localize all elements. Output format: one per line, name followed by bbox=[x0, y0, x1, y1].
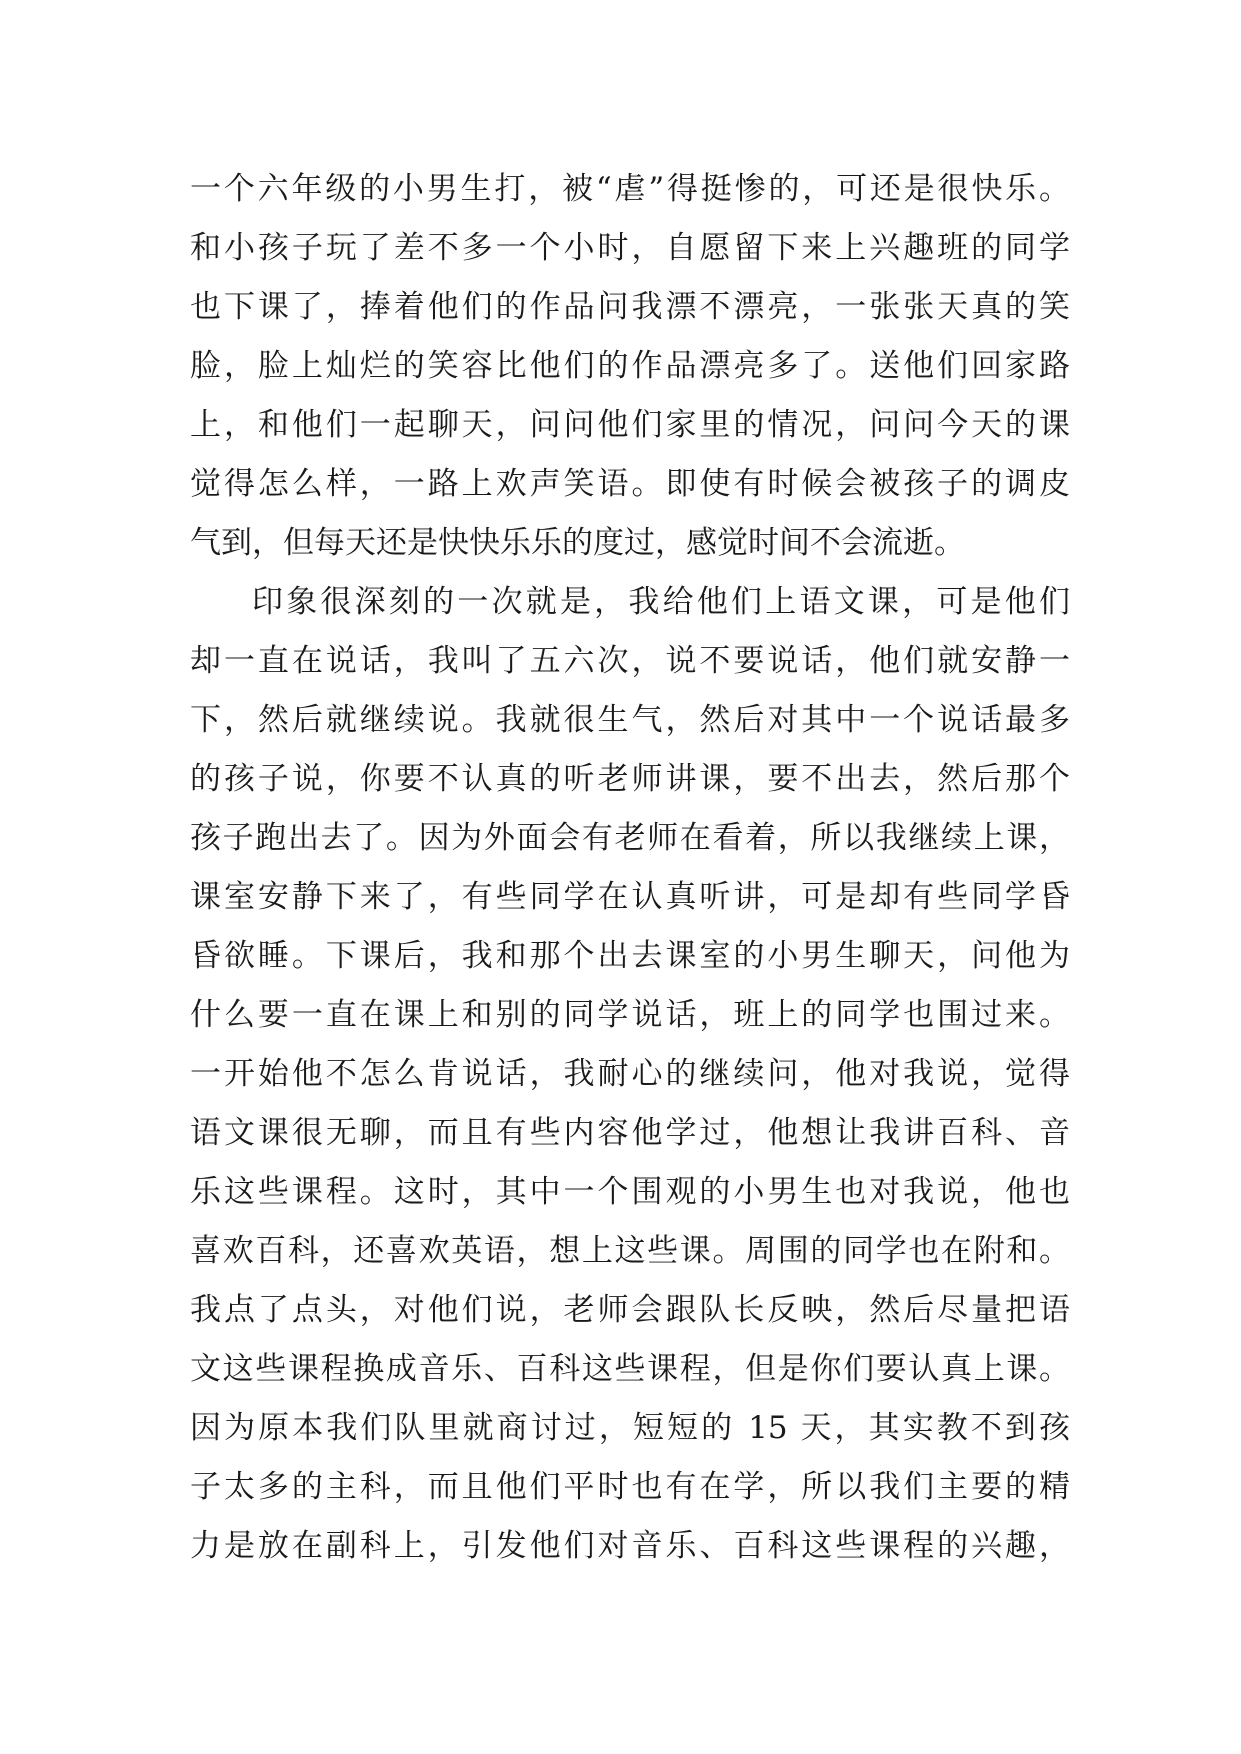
text-line: 上，和他们一起聊天，问问他们家里的情况，问问今天的课 bbox=[190, 407, 1070, 443]
text-line: 却一直在说话，我叫了五六次，说不要说话，他们就安静一 bbox=[190, 643, 1070, 679]
text-line: 我点了点头，对他们说，老师会跟队长反映，然后尽量把语 bbox=[190, 1292, 1070, 1328]
paragraph-1 bbox=[190, 160, 1070, 573]
text-line: 一个六年级的小男生打，被“虐”得挺惨的，可还是很快乐。 bbox=[190, 171, 1070, 207]
text-line: 什么要一直在课上和别的同学说话，班上的同学也围过来。 bbox=[190, 997, 1070, 1033]
text-line: 昏欲睡。下课后，我和那个出去课室的小男生聊天，问他为 bbox=[190, 938, 1070, 974]
text-line: 孩子跑出去了。因为外面会有老师在看着，所以我继续上课， bbox=[190, 820, 1070, 856]
text-line: 和小孩子玩了差不多一个小时，自愿留下来上兴趣班的同学 bbox=[190, 230, 1070, 266]
text-line: 气到，但每天还是快快乐乐的度过，感觉时间不会流逝。 bbox=[190, 525, 965, 561]
text-line: 的孩子说，你要不认真的听老师讲课，要不出去，然后那个 bbox=[190, 761, 1070, 797]
text-line: 脸，脸上灿烂的笑容比他们的作品漂亮多了。送他们回家路 bbox=[190, 348, 1070, 384]
text-line: 也下课了，捧着他们的作品问我漂不漂亮，一张张天真的笑 bbox=[190, 289, 1070, 325]
text-line: 一开始他不怎么肯说话，我耐心的继续问，他对我说，觉得 bbox=[190, 1056, 1070, 1092]
text-line: 因为原本我们队里就商讨过，短短的 15 天，其实教不到孩 bbox=[190, 1410, 1070, 1446]
text-line: 觉得怎么样，一路上欢声笑语。即使有时候会被孩子的调皮 bbox=[190, 466, 1070, 502]
text-line: 下，然后就继续说。我就很生气，然后对其中一个说话最多 bbox=[190, 702, 1070, 738]
text-line: 喜欢百科，还喜欢英语，想上这些课。周围的同学也在附和。 bbox=[190, 1233, 1070, 1269]
text-line: 子太多的主科，而且他们平时也有在学，所以我们主要的精 bbox=[190, 1469, 1070, 1505]
body-text bbox=[190, 160, 1070, 1576]
paragraph-2 bbox=[190, 573, 1070, 1576]
text-line: 力是放在副科上，引发他们对音乐、百科这些课程的兴趣， bbox=[190, 1528, 1070, 1564]
text-line: 课室安静下来了，有些同学在认真听讲，可是却有些同学昏 bbox=[190, 879, 1070, 915]
text-line: 印象很深刻的一次就是，我给他们上语文课，可是他们 bbox=[252, 584, 1070, 620]
text-line: 语文课很无聊，而且有些内容他学过，他想让我讲百科、音 bbox=[190, 1115, 1070, 1151]
text-line: 文这些课程换成音乐、百科这些课程，但是你们要认真上课。 bbox=[190, 1351, 1070, 1387]
text-line: 乐这些课程。这时，其中一个围观的小男生也对我说，他也 bbox=[190, 1174, 1070, 1210]
